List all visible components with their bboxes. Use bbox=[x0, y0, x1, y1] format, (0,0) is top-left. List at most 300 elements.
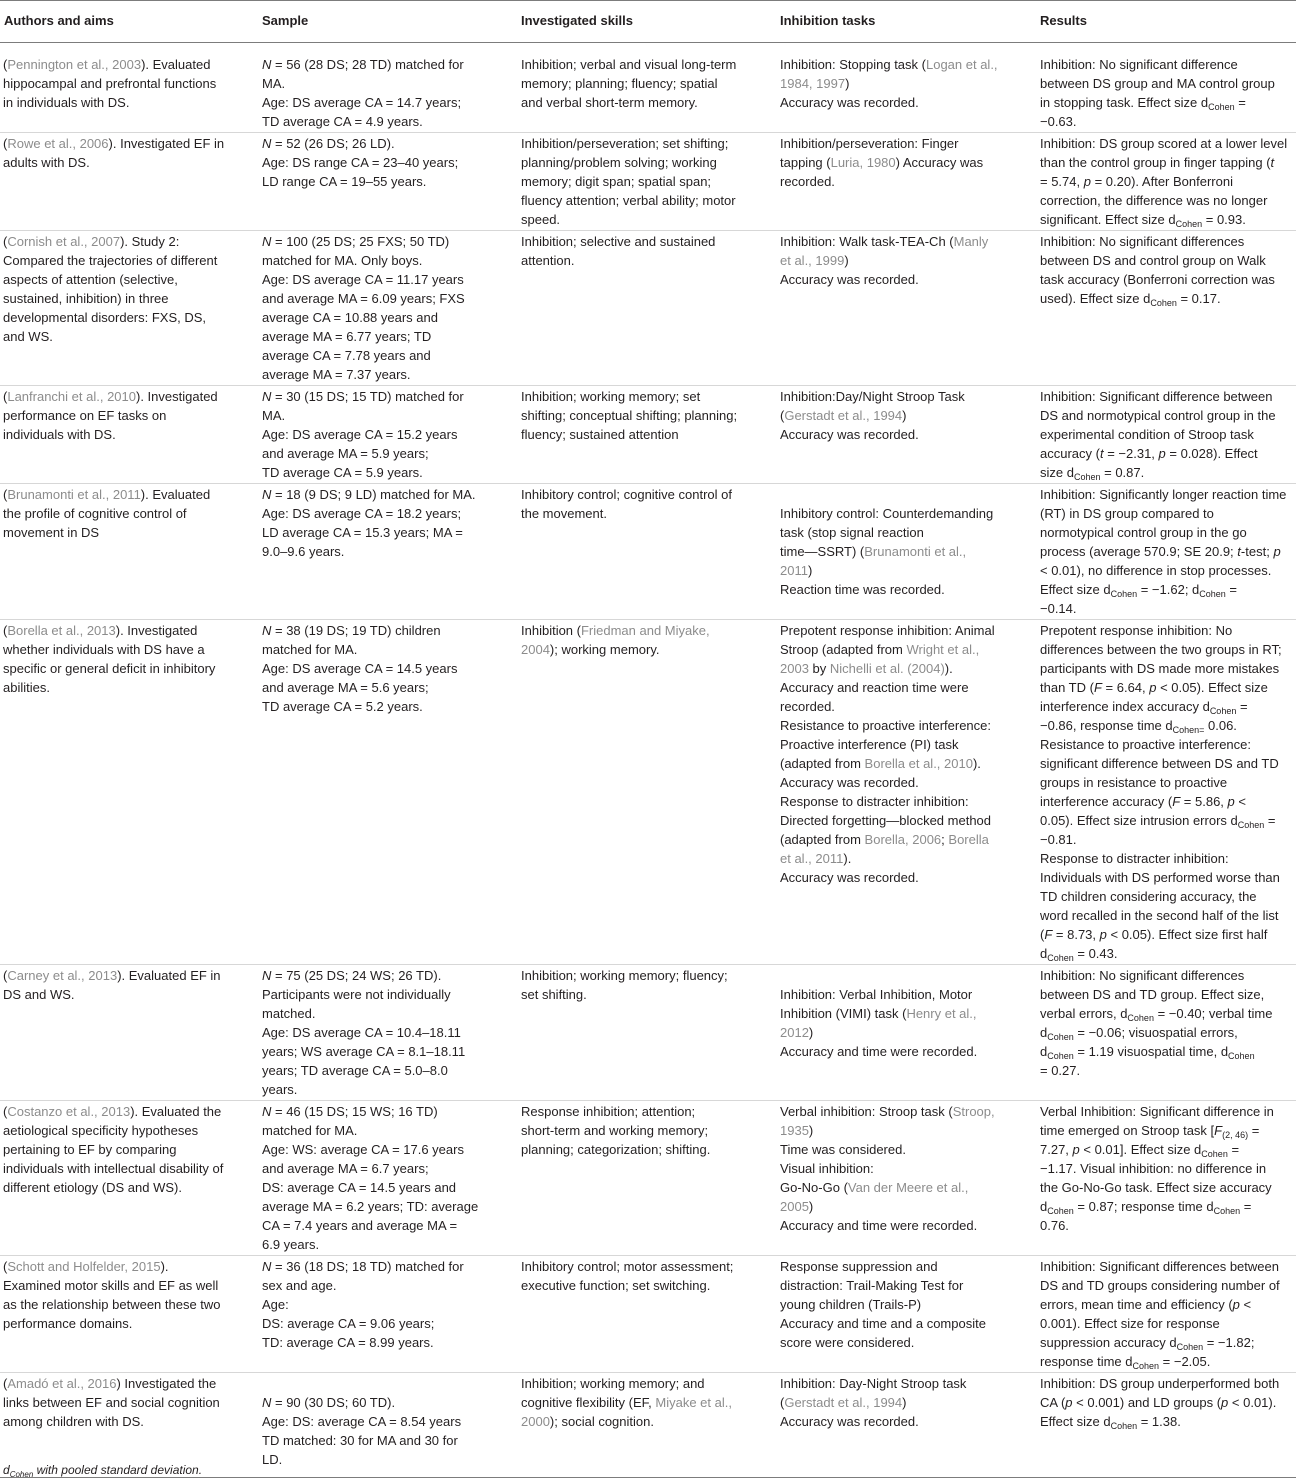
text-line: specific or general deficit in inhibitory bbox=[3, 661, 216, 676]
citation-link[interactable]: Gerstadt et al., 1994 bbox=[784, 408, 903, 423]
results-cell bbox=[1037, 965, 1296, 1101]
text-line: Response suppression and bbox=[780, 1259, 938, 1274]
text-line: Verbal inhibition: Stroop task (Stroop, bbox=[780, 1104, 995, 1119]
text-line: significant difference between DS and TD bbox=[1040, 756, 1279, 771]
subscript: Cohen bbox=[1127, 1013, 1154, 1023]
table-header bbox=[0, 1, 1296, 43]
text-line: participants with DS made more mistakes bbox=[1040, 661, 1280, 676]
results-cell bbox=[1037, 386, 1296, 484]
citation-link[interactable]: et al., 2011 bbox=[780, 851, 844, 866]
text-line: matched. bbox=[262, 1006, 316, 1021]
text-line: CA = 7.4 years and average MA = bbox=[262, 1218, 458, 1233]
investigated-skills-cell bbox=[518, 133, 777, 231]
text-line: Visual inhibition: bbox=[780, 1161, 874, 1176]
text-line: accuracy (t = −2.31, p = 0.028). Effect bbox=[1040, 446, 1258, 461]
text-line: Accuracy and reaction time were bbox=[780, 680, 969, 695]
text-line: (RT) in DS group compared to bbox=[1040, 506, 1214, 521]
italic-symbol: p bbox=[1072, 1142, 1080, 1157]
text-line: (Gerstadt et al., 1994) bbox=[780, 408, 907, 423]
text-line bbox=[262, 1374, 514, 1393]
results-cell bbox=[1037, 1256, 1296, 1373]
text-line: Inhibition: Significantly longer reaction time bbox=[1040, 487, 1287, 502]
text-line: average MA = 6.2 years; TD: average bbox=[262, 1199, 479, 1214]
results-cell bbox=[1037, 231, 1296, 386]
results-cell bbox=[1037, 133, 1296, 231]
text-line: aetiological specificity hypotheses bbox=[3, 1123, 199, 1138]
text-line: Individuals with DS performed worse than bbox=[1040, 870, 1280, 885]
authors-and-aims-cell bbox=[0, 1101, 259, 1256]
text-line: Inhibition: Walk task-TEA-Ch (Manly bbox=[780, 234, 989, 249]
subscript: Cohen bbox=[1110, 1421, 1138, 1431]
citation-link[interactable]: Carney et al., 2013 bbox=[7, 968, 118, 983]
subscript: Cohen bbox=[1208, 102, 1235, 112]
citation-link[interactable]: 2004 bbox=[521, 642, 550, 657]
text-line: attention. bbox=[521, 253, 575, 268]
italic-symbol: N bbox=[262, 234, 272, 249]
citation-link[interactable]: Miyake et al., bbox=[655, 1395, 732, 1410]
text-line: Age: DS average CA = 14.5 years bbox=[262, 661, 458, 676]
italic-symbol: N bbox=[262, 57, 272, 72]
table-row bbox=[0, 1256, 1296, 1373]
text-line: TD matched: 30 for MA and 30 for bbox=[262, 1433, 458, 1448]
text-line: Age: DS average CA = 15.2 years bbox=[262, 427, 458, 442]
text-line: LD. bbox=[262, 1452, 283, 1467]
text-line: N = 30 (15 DS; 15 TD) matched for bbox=[262, 389, 464, 404]
citation-link[interactable]: Costanzo et al., 2013 bbox=[7, 1104, 131, 1119]
text-line: (Pennington et al., 2003). Evaluated bbox=[3, 57, 211, 72]
citation-link[interactable]: Pennington et al., 2003 bbox=[7, 57, 142, 72]
investigated-skills-cell bbox=[518, 231, 777, 386]
text-line: DS: average CA = 14.5 years and bbox=[262, 1180, 457, 1195]
italic-symbol: p bbox=[1273, 544, 1281, 559]
italic-symbol: t bbox=[1237, 544, 1241, 559]
text-line: Effect size $d_{Cohen} = -1.62$; $d_{Cohen}$ = bbox=[1040, 582, 1238, 599]
text-line: years; WS average CA = 8.1–18.11 bbox=[262, 1044, 466, 1059]
text-line: Compared the trajectories of different bbox=[3, 253, 218, 268]
citation-link[interactable]: Rowe et al., 2006 bbox=[7, 136, 109, 151]
text-line: Inhibition: DS group scored at a lower level bbox=[1040, 136, 1288, 151]
citation-link[interactable]: 2003 bbox=[780, 661, 809, 676]
text-line: recorded. bbox=[780, 174, 835, 189]
text-line: N = 52 (26 DS; 26 LD). bbox=[262, 136, 395, 151]
subscript: Cohen bbox=[1199, 589, 1226, 599]
text-line: N = 38 (19 DS; 19 TD) children bbox=[262, 623, 441, 638]
citation-link[interactable]: Cornish et al., 2007 bbox=[7, 234, 121, 249]
text-line: hippocampal and prefrontal functions bbox=[3, 76, 217, 91]
text-line: response time $d_{Cohen} = -2.05$. bbox=[1040, 1354, 1211, 1371]
inhibition-tasks-cell bbox=[777, 1256, 1037, 1373]
citation-link[interactable]: Brunamonti et al., 2011 bbox=[7, 487, 141, 502]
citation-link[interactable]: Logan et al., bbox=[925, 57, 998, 72]
text-line: verbal errors, $d_{Cohen} = -0.40$; verbal time bbox=[1040, 1006, 1273, 1023]
text-line: performance on EF tasks on bbox=[3, 408, 167, 423]
text-line: Examined motor skills and EF as well bbox=[3, 1278, 219, 1293]
text-line: set shifting. bbox=[521, 987, 587, 1002]
italic-symbol: p bbox=[1083, 174, 1091, 189]
text-line: 1935) bbox=[780, 1123, 814, 1138]
inhibition-tasks-cell bbox=[777, 133, 1037, 231]
text-line: Accuracy was recorded. bbox=[780, 427, 919, 442]
citation-link[interactable]: Lanfranchi et al., 2010 bbox=[7, 389, 136, 404]
text-line: $d_{Cohen} = 0.43$. bbox=[1040, 946, 1118, 963]
text-line: and average MA = 5.6 years; bbox=[262, 680, 429, 695]
subscript: Cohen bbox=[1047, 1206, 1074, 1216]
text-line: Accuracy was recorded. bbox=[780, 1414, 919, 1429]
italic-symbol: p bbox=[1221, 1395, 1229, 1410]
text-line: and WS. bbox=[3, 329, 53, 344]
italic-symbol: t bbox=[1270, 155, 1275, 170]
text-line: 2003 by Nichelli et al. (2004)). bbox=[780, 661, 953, 676]
text-line: TD: average CA = 8.99 years. bbox=[262, 1335, 434, 1350]
text-line: normotypical control group in the go bbox=[1040, 525, 1247, 540]
subscript: Cohen bbox=[1047, 1051, 1074, 1061]
citation-link[interactable]: 1984, 1997 bbox=[780, 76, 846, 91]
table-footnote bbox=[3, 1462, 202, 1478]
text-line: (adapted from Borella et al., 2010). bbox=[780, 756, 981, 771]
text-line: whether individuals with DS have a bbox=[3, 642, 205, 657]
text-line: time emerged on Stroop task [$F_{(2, 46)}$ = bbox=[1040, 1123, 1260, 1140]
text-line: −0.63. bbox=[1040, 114, 1077, 129]
text-line: 0.001). Effect size for response bbox=[1040, 1316, 1220, 1331]
italic-symbol: N bbox=[262, 1104, 272, 1119]
text-line: between DS and control group on Walk bbox=[1040, 253, 1266, 268]
subscript: Cohen bbox=[1213, 1206, 1241, 1216]
citation-link[interactable]: Wright et al., bbox=[906, 642, 980, 657]
inhibition-tasks-cell bbox=[777, 43, 1037, 133]
text-line: DS and normotypical control group in the bbox=[1040, 408, 1276, 423]
investigated-skills-cell bbox=[518, 620, 777, 965]
text-line: Effect size $d_{Cohen} = 1.38$. bbox=[1040, 1414, 1181, 1431]
header-row bbox=[0, 1, 1296, 43]
text-line: Inhibition: Significant differences between bbox=[1040, 1259, 1279, 1274]
text-line: Inhibitory control; cognitive control of bbox=[521, 487, 732, 502]
text-line: (Gerstadt et al., 1994) bbox=[780, 1395, 907, 1410]
text-line: N = 36 (18 DS; 18 TD) matched for bbox=[262, 1259, 464, 1274]
table-row bbox=[0, 231, 1296, 386]
inhibition-tasks-cell bbox=[777, 1101, 1037, 1256]
text-line: as the relationship between these two bbox=[3, 1297, 221, 1312]
authors-and-aims-cell bbox=[0, 965, 259, 1101]
text-line: experimental condition of Stroop task bbox=[1040, 427, 1254, 442]
text-line: Inhibition: Day-Night Stroop task bbox=[780, 1376, 967, 1391]
table-body bbox=[0, 43, 1296, 1478]
citation-link[interactable]: Manly bbox=[953, 234, 989, 249]
text-line: Age: DS average CA = 14.7 years; bbox=[262, 95, 462, 110]
text-line bbox=[780, 485, 1033, 504]
text-line: average MA = 7.37 years. bbox=[262, 367, 411, 382]
text-line: Inhibition: No significant difference bbox=[1040, 57, 1238, 72]
text-line: Stroop (adapted from Wright et al., bbox=[780, 642, 980, 657]
text-line: memory; planning; fluency; spatial bbox=[521, 76, 718, 91]
text-line: matched for MA. Only boys. bbox=[262, 253, 423, 268]
text-line: 2005) bbox=[780, 1199, 814, 1214]
text-line: between DS and TD group. Effect size, bbox=[1040, 987, 1265, 1002]
text-line: Age: DS range CA = 23–40 years; bbox=[262, 155, 459, 170]
text-line: than TD (F = 6.64, p < 0.05). Effect size bbox=[1040, 680, 1268, 695]
authors-and-aims-cell bbox=[0, 1256, 259, 1373]
text-line: N = 100 (25 DS; 25 FXS; 50 TD) bbox=[262, 234, 450, 249]
investigated-skills-cell bbox=[518, 965, 777, 1101]
authors-and-aims-cell bbox=[0, 620, 259, 965]
results-cell bbox=[1037, 620, 1296, 965]
italic-symbol: F bbox=[1093, 680, 1102, 695]
text-line: −0.81. bbox=[1040, 832, 1077, 847]
text-line: Accuracy was recorded. bbox=[780, 272, 919, 287]
sample-cell bbox=[259, 620, 518, 965]
citation-link[interactable]: Amadó et al., 2016 bbox=[7, 1376, 117, 1391]
text-line: 1984, 1997) bbox=[780, 76, 850, 91]
text-line: adults with DS. bbox=[3, 155, 90, 170]
citation-link[interactable]: et al., 1999 bbox=[780, 253, 845, 268]
subscript: Cohen bbox=[1047, 953, 1074, 963]
results-cell bbox=[1037, 484, 1296, 620]
text-line: average CA = 10.88 years and bbox=[262, 310, 438, 325]
text-line: Age: WS: average CA = 17.6 years bbox=[262, 1142, 464, 1157]
text-line: $d_{Cohen} = -0.06$; visuospatial errors, bbox=[1040, 1025, 1238, 1042]
text-line: Inhibition: Stopping task (Logan et al., bbox=[780, 57, 998, 72]
italic-symbol: p bbox=[1232, 1297, 1240, 1312]
text-line: young children (Trails-P) bbox=[780, 1297, 922, 1312]
citation-link[interactable]: Borella et al., 2010 bbox=[864, 756, 973, 771]
text-line: Accuracy was recorded. bbox=[780, 870, 919, 885]
text-line: (Costanzo et al., 2013). Evaluated the bbox=[3, 1104, 222, 1119]
text-line: Inhibition: No significant differences bbox=[1040, 234, 1245, 249]
text-line: correction, the difference was no longer bbox=[1040, 193, 1268, 208]
subscript: Cohen bbox=[1110, 589, 1138, 599]
text-line: Participants were not individually bbox=[262, 987, 451, 1002]
text-line: = 0.27. bbox=[1040, 1063, 1081, 1078]
text-line: significant. Effect size $d_{Cohen} = 0.93$. bbox=[1040, 212, 1246, 229]
text-line: (Rowe et al., 2006). Investigated EF in bbox=[3, 136, 225, 151]
sample-cell bbox=[259, 1101, 518, 1256]
text-line: Inhibition (VIMI) task (Henry et al., bbox=[780, 1006, 977, 1021]
italic-symbol: p bbox=[1065, 1395, 1073, 1410]
text-line: word recalled in the second half of the list bbox=[1040, 908, 1279, 923]
italic-symbol: N bbox=[262, 1259, 272, 1274]
sample-cell bbox=[259, 1373, 518, 1478]
sample-cell bbox=[259, 484, 518, 620]
citation-link[interactable]: Van der Meere et al., bbox=[847, 1180, 969, 1195]
inhibition-tasks-cell bbox=[777, 620, 1037, 965]
inhibition-tasks-cell bbox=[777, 386, 1037, 484]
text-line: sustained, inhibition) in three bbox=[3, 291, 169, 306]
text-line: tapping (Luria, 1980) Accuracy was bbox=[780, 155, 984, 170]
inhibition-tasks-cell bbox=[777, 1373, 1037, 1478]
inhibition-tasks-cell bbox=[777, 484, 1037, 620]
text-line: short-term and working memory; bbox=[521, 1123, 709, 1138]
text-line: N = 75 (25 DS; 24 WS; 26 TD). bbox=[262, 968, 442, 983]
text-line: and average MA = 6.7 years; bbox=[262, 1161, 429, 1176]
italic-symbol: p bbox=[1227, 794, 1235, 809]
italic-symbol: N bbox=[262, 389, 272, 404]
text-line: matched for MA. bbox=[262, 1123, 358, 1138]
header-sample: Sample bbox=[259, 1, 518, 43]
text-line: score were considered. bbox=[780, 1335, 915, 1350]
subscript: Cohen bbox=[1209, 706, 1237, 716]
text-line: and average MA = 6.09 years; FXS bbox=[262, 291, 465, 306]
italic-symbol: p bbox=[1099, 927, 1107, 942]
text-line: recorded. bbox=[780, 699, 835, 714]
text-line: N = 18 (9 DS; 9 LD) matched for MA. bbox=[262, 487, 476, 502]
text-line: interference index accuracy $d_{Cohen}$ = bbox=[1040, 699, 1248, 716]
text-line: Age: DS average CA = 11.17 years bbox=[262, 272, 464, 287]
text-line: developmental disorders: FXS, DS, bbox=[3, 310, 207, 325]
sample-cell bbox=[259, 386, 518, 484]
text-line: executive function; set switching. bbox=[521, 1278, 711, 1293]
italic-symbol: N bbox=[262, 487, 272, 502]
sample-cell bbox=[259, 965, 518, 1101]
text-line: Age: DS average CA = 18.2 years; bbox=[262, 506, 462, 521]
header-authors-and-aims: Authors and aims bbox=[0, 1, 259, 43]
header-results: Results bbox=[1037, 1, 1296, 43]
text-line: task (stop signal reaction bbox=[780, 525, 924, 540]
text-line: matched for MA. bbox=[262, 642, 358, 657]
text-line: −1.17. Visual inhibition: no difference in bbox=[1040, 1161, 1267, 1176]
citation-link[interactable]: Borella bbox=[948, 832, 989, 847]
italic-symbol: F bbox=[1172, 794, 1181, 809]
italic-symbol: N bbox=[262, 968, 272, 983]
text-line: abilities. bbox=[3, 680, 50, 695]
citation-link[interactable]: 2011 bbox=[780, 563, 808, 578]
text-line bbox=[780, 966, 1033, 985]
text-line: Inhibition/perseveration; set shifting; bbox=[521, 136, 729, 151]
text-line: MA. bbox=[262, 408, 286, 423]
text-line: links between EF and social cognition bbox=[3, 1395, 220, 1410]
citation-link[interactable]: Borella, 2006 bbox=[864, 832, 942, 847]
text-line: years; TD average CA = 5.0–8.0 bbox=[262, 1063, 448, 1078]
text-line: TD average CA = 4.9 years. bbox=[262, 114, 423, 129]
text-line: Inhibitory control; motor assessment; bbox=[521, 1259, 734, 1274]
text-line: Age: DS average CA = 10.4–18.11 bbox=[262, 1025, 461, 1040]
text-line: and verbal short-term memory. bbox=[521, 95, 698, 110]
text-line: errors, mean time and efficiency (p < bbox=[1040, 1297, 1252, 1312]
text-line: MA. bbox=[262, 76, 286, 91]
sample-cell bbox=[259, 231, 518, 386]
text-line: process (average 570.9; SE 20.9; t-test; p bbox=[1040, 544, 1281, 559]
table-row bbox=[0, 1101, 1296, 1256]
citation-link[interactable]: Gerstadt et al., 1994 bbox=[784, 1395, 903, 1410]
citation-link[interactable]: Luria, 1980 bbox=[830, 155, 896, 170]
citation-link[interactable]: 2000 bbox=[521, 1414, 550, 1429]
citation-link[interactable]: Schott and Holfelder, 2015 bbox=[7, 1259, 161, 1274]
citation-link[interactable]: 2005 bbox=[780, 1199, 809, 1214]
results-cell bbox=[1037, 1101, 1296, 1256]
text-line: TD average CA = 5.9 years. bbox=[262, 465, 423, 480]
sample-cell bbox=[259, 1256, 518, 1373]
investigated-skills-cell bbox=[518, 43, 777, 133]
text-line: $d_{Cohen}$ with pooled standard deviation. bbox=[3, 1463, 203, 1479]
text-line: in individuals with DS. bbox=[3, 95, 130, 110]
investigated-skills-cell bbox=[518, 1256, 777, 1373]
italic-symbol: t bbox=[1099, 446, 1104, 461]
text-line: Reaction time was recorded. bbox=[780, 582, 945, 597]
text-line: (Cornish et al., 2007). Study 2: bbox=[3, 234, 180, 249]
subscript: Cohen bbox=[1201, 1149, 1228, 1159]
citation-link[interactable]: Friedman and Miyake, bbox=[580, 623, 710, 638]
inhibition-tasks-cell bbox=[777, 231, 1037, 386]
text-line: et al., 1999) bbox=[780, 253, 849, 268]
text-line: TD children considering accuracy, the bbox=[1040, 889, 1257, 904]
text-line: et al., 2011). bbox=[780, 851, 852, 866]
text-line: suppression accuracy $d_{Cohen} = -1.82$; bbox=[1040, 1335, 1255, 1352]
text-line: Inhibition: Verbal Inhibition, Motor bbox=[780, 987, 973, 1002]
subscript: (2, 46) bbox=[1222, 1130, 1249, 1140]
text-line: (Schott and Holfelder, 2015). bbox=[3, 1259, 169, 1274]
text-line: differences between the two groups in RT; bbox=[1040, 642, 1282, 657]
text-line: < 0.01), no difference in stop processes. bbox=[1040, 563, 1272, 578]
sample-cell bbox=[259, 43, 518, 133]
italic-symbol: F bbox=[1214, 1123, 1223, 1138]
text-line: Age: bbox=[262, 1297, 289, 1312]
text-line: Directed forgetting—blocked method bbox=[780, 813, 992, 828]
inhibition-tasks-cell bbox=[777, 965, 1037, 1101]
text-line: (Brunamonti et al., 2011). Evaluated bbox=[3, 487, 211, 502]
text-line: Accuracy was recorded. bbox=[780, 775, 919, 790]
text-line: individuals with intellectual disability of bbox=[3, 1161, 224, 1176]
text-line: Inhibitory control: Counterdemanding bbox=[780, 506, 994, 521]
text-line: 2000); social cognition. bbox=[521, 1414, 654, 1429]
table-row bbox=[0, 43, 1296, 133]
text-line: between DS group and MA control group bbox=[1040, 76, 1275, 91]
text-line: aspects of attention (selective, bbox=[3, 272, 178, 287]
text-line: 2004); working memory. bbox=[521, 642, 660, 657]
text-line: Inhibition:Day/Night Stroop Task bbox=[780, 389, 965, 404]
citation-link[interactable]: Nichelli et al. (2004) bbox=[829, 661, 945, 676]
citation-link[interactable]: Brunamonti et al., bbox=[864, 544, 967, 559]
header-investigated-skills: Investigated skills bbox=[518, 1, 777, 43]
subscript: Cohen bbox=[1073, 472, 1101, 482]
text-line: shifting; conceptual shifting; planning; bbox=[521, 408, 738, 423]
italic-symbol: F bbox=[1044, 927, 1053, 942]
citation-link[interactable]: 2012 bbox=[780, 1025, 809, 1040]
citation-link[interactable]: Stroop, bbox=[952, 1104, 995, 1119]
text-line: movement in DS bbox=[3, 525, 100, 540]
text-line: 7.27, p < 0.01]. Effect size $d_{Cohen}$ = bbox=[1040, 1142, 1240, 1159]
text-line: (Borella et al., 2013). Investigated bbox=[3, 623, 198, 638]
text-line: performance domains. bbox=[3, 1316, 133, 1331]
citation-link[interactable]: 1935 bbox=[780, 1123, 809, 1138]
subscript: Cohen= bbox=[1172, 725, 1205, 735]
text-line: TD average CA = 5.2 years. bbox=[262, 699, 423, 714]
text-line: (Amadó et al., 2016) Investigated the bbox=[3, 1376, 217, 1391]
sample-cell bbox=[259, 133, 518, 231]
citation-link[interactable]: Henry et al., bbox=[906, 1006, 977, 1021]
text-line: Prepotent response inhibition: No bbox=[1040, 623, 1233, 638]
text-line: $d_{Cohen} = 1.19$ visuospatial time, $d_{Cohen}$ bbox=[1040, 1044, 1255, 1061]
table-row bbox=[0, 386, 1296, 484]
text-line: the Go-No-Go task. Effect size accuracy bbox=[1040, 1180, 1272, 1195]
text-line: Inhibition/perseveration: Finger bbox=[780, 136, 959, 151]
text-line: N = 56 (28 DS; 28 TD) matched for bbox=[262, 57, 464, 72]
citation-link[interactable]: Borella et al., 2013 bbox=[7, 623, 116, 638]
text-line: task accuracy (Bonferroni correction was bbox=[1040, 272, 1275, 287]
investigated-skills-cell bbox=[518, 1101, 777, 1256]
text-line: Response to distracter inhibition: bbox=[1040, 851, 1229, 866]
table-row bbox=[0, 133, 1296, 231]
text-line: cognitive flexibility (EF, Miyake et al., bbox=[521, 1395, 732, 1410]
authors-and-aims-cell bbox=[0, 133, 259, 231]
results-cell bbox=[1037, 1373, 1296, 1478]
text-line: CA (p < 0.001) and LD groups (p < 0.01). bbox=[1040, 1395, 1277, 1410]
text-line: Proactive interference (PI) task bbox=[780, 737, 959, 752]
text-line: DS: average CA = 9.06 years; bbox=[262, 1316, 435, 1331]
subscript: Cohen bbox=[1228, 1051, 1255, 1061]
italic-symbol: N bbox=[262, 623, 272, 638]
text-line: pertaining to EF by comparing bbox=[3, 1142, 177, 1157]
text-line: the profile of cognitive control of bbox=[3, 506, 187, 521]
text-line: Inhibition; working memory; and bbox=[521, 1376, 705, 1391]
italic-symbol: p bbox=[1149, 680, 1157, 695]
